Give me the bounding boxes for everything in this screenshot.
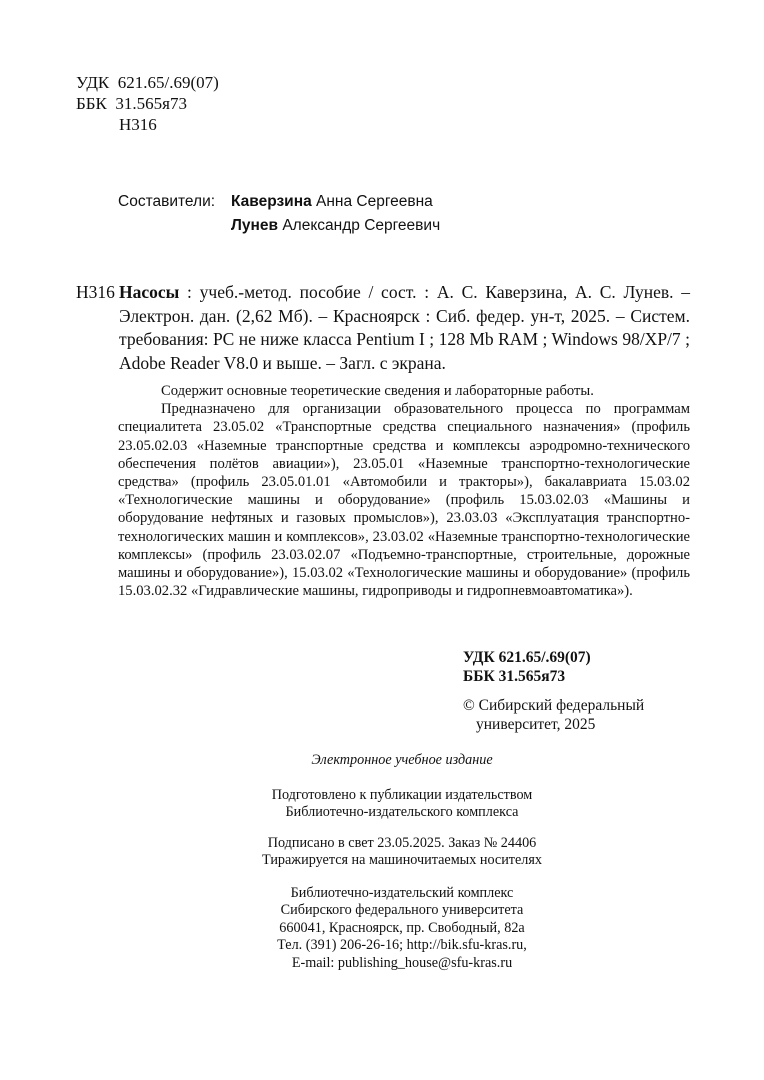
bibliographic-record: [76, 281, 690, 375]
publisher-block: [0, 885, 764, 972]
copyright-line: университет, 2025: [476, 716, 596, 733]
annotation-paragraph: Содержит основные теоретические сведения и лабораторные работы.: [161, 383, 594, 399]
copyright-line: © Сибирский федеральный: [463, 697, 645, 714]
bbk-label: ББК: [76, 94, 107, 113]
prepared-line: Библиотечно-издательского комплекса: [285, 804, 519, 821]
bottom-udk: УДК 621.65/.69(07): [463, 649, 591, 666]
bibliographic-code: Н316: [76, 282, 115, 302]
publisher-line: Тел. (391) 206-26-16; http://bik.sfu-kras.ru,: [277, 937, 527, 954]
publisher-line: Сибирского федерального университета: [280, 902, 524, 919]
copyright: [463, 696, 644, 734]
compiler-name: Александр Сергеевич: [282, 217, 441, 234]
signed-line: Подписано в свет 23.05.2025. Заказ № 24406: [267, 835, 537, 851]
publisher-line: E-mail: publishing_house@sfu-kras.ru: [291, 954, 513, 971]
edition-note: Электронное учебное издание: [311, 752, 493, 768]
compilers: [118, 190, 440, 238]
annotation: [118, 382, 690, 600]
compilers-label: Составители:: [118, 193, 216, 210]
annotation-paragraph: Предназначено для организации образовательного процесса по программам специалитета 23.05.02 «Транспортные средства специального назначения» (профиль 23.05.02.03 «Наземные транспортные средства и комплексы аэродромно-технического обеспечения полётов авиации»), 23.05.01 «Наземные транспортно-технологические средства» (профиль 23.05.01.01 «Автомобили и тракторы»), бакалавриата 15.03.02 «Технологические машины и оборудование» (профиль 15.03.02.03 «Машины и оборудование нефтяных и газовых промыслов»), 23.03.03 «Эксплуатация транспортно-технологических машин и комплексов», 23.03.02 «Наземные транспортно-технологические комплексы» (профиль 23.03.02.07 «Подъемно-транспортные, строительные, дорожные машины и оборудование»), 15.03.02 «Технологические машины и оборудование» (профиль 15.03.02.32 «Гидравлические машины, гидроприводы и гидропневмоавтоматика»).: [118, 401, 690, 600]
bibliographic-body: : учеб.-метод. пособие / сост. : А. С. Каверзина, А. С. Лунев. – Электрон. дан. (2,62 Мб). – Красноярск : Сиб. федер. ун-т, 2025. – Систем. требования: PC не ниже класса Pentium I ; 128 Mb RAM ; Windows 98/XP/7 ; Adobe Reader V8.0 и выше. – Загл. с экрана.: [119, 282, 690, 373]
book-title: Насосы: [119, 282, 180, 302]
bottom-codes: [463, 648, 591, 686]
compiler-row-2: [118, 214, 440, 238]
compiler-row-1: [118, 190, 440, 214]
bibliographic-text: [119, 281, 690, 375]
prepared-line: Подготовлено к публикации издательством: [271, 787, 533, 803]
author-sign: Н316: [119, 115, 157, 134]
publisher-line: 660041, Красноярск, пр. Свободный, 82а: [279, 919, 525, 936]
bbk-value: 31.565я73: [115, 94, 187, 113]
udk-label: УДК: [76, 73, 110, 92]
bbk-row: [76, 93, 219, 114]
compiler-surname: Лунев: [231, 217, 279, 234]
publisher-line: Библиотечно-издательский комплекс: [290, 885, 514, 901]
compiler-surname: Каверзина: [231, 193, 312, 210]
udk-value: 621.65/.69(07): [117, 73, 219, 92]
bottom-bbk: ББК 31.565я73: [463, 668, 566, 685]
compiler-name: Анна Сергеевна: [316, 193, 433, 210]
signed-line: Тиражируется на машиночитаемых носителях: [262, 852, 542, 869]
udk-row: [76, 72, 219, 93]
signed-block: [0, 835, 764, 870]
prepared-block: [0, 787, 764, 822]
classification-codes: [76, 72, 219, 135]
